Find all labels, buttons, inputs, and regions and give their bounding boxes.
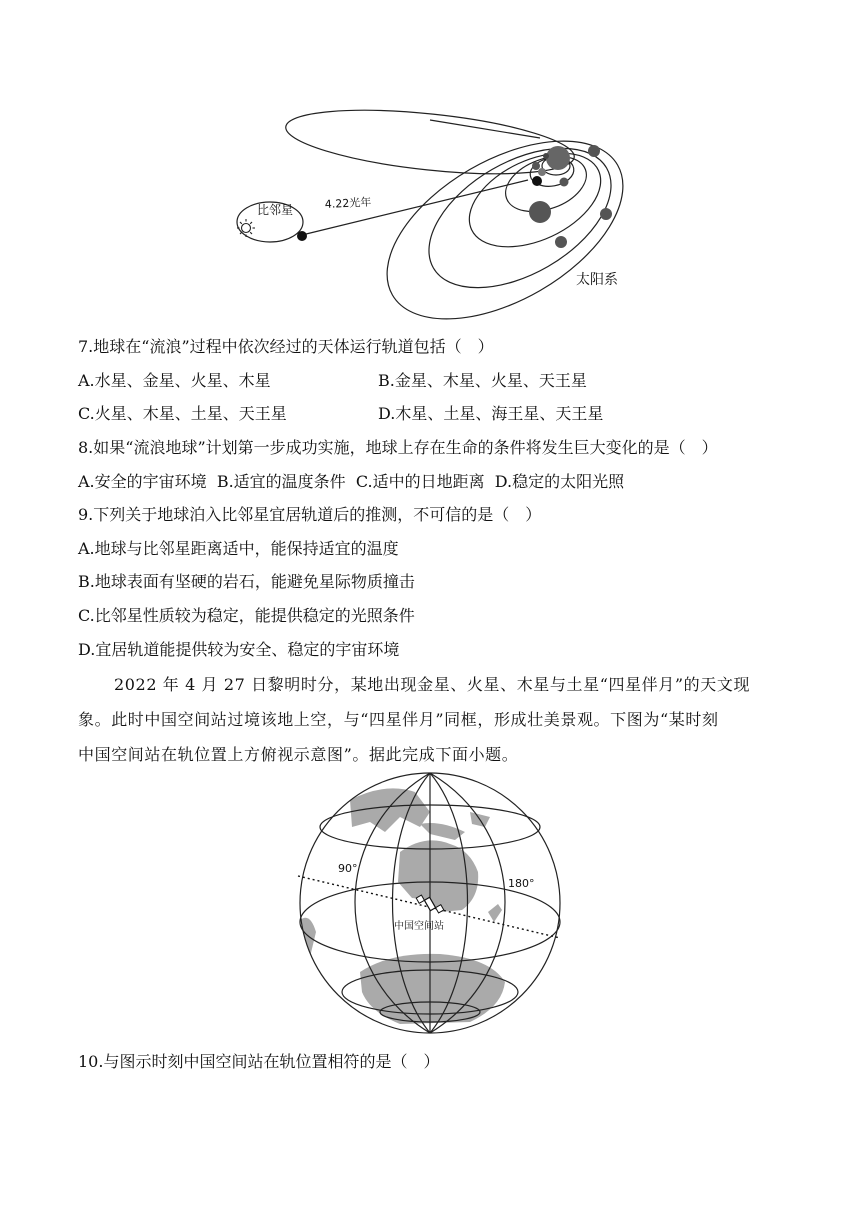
question-9-stem: 9.下列关于地球泊入比邻星宜居轨道后的推测，不可信的是（ ） xyxy=(78,505,542,524)
passage-line-3: 中国空间站在轨位置上方俯视示意图”。据此完成下面小题。 xyxy=(78,745,519,764)
question-9-option-b: B.地球表面有坚硬的岩石，能避免星际物质撞击 xyxy=(78,572,415,591)
solar-system-figure xyxy=(230,100,650,320)
passage-line-2: 象。此时中国空间站过境该地上空，与“四星伴月”同框，形成壮美景观。下图为“某时刻 xyxy=(78,710,719,729)
question-9-option-d: D.宜居轨道能提供较为安全、稳定的宇宙环境 xyxy=(78,640,400,659)
question-7-option-a: A.水星、金星、火星、木星 xyxy=(78,371,271,390)
africa-edge xyxy=(300,918,316,957)
proxima-label: 比邻星 xyxy=(257,203,294,217)
question-7-option-c: C.火星、木星、土星、天王星 xyxy=(78,404,287,423)
question-8-options: A.安全的宇宙环境 B.适宜的温度条件 C.适中的日地距离 D.稳定的太阳光照 xyxy=(78,472,625,491)
question-9-option-a: A.地球与比邻星距离适中，能保持适宜的温度 xyxy=(78,539,399,558)
globe-figure xyxy=(290,772,570,1038)
sun-symbol-icon xyxy=(237,219,255,237)
space-station-label: 中国空间站 xyxy=(394,921,444,932)
passage-line-1: 2022 年 4 月 27 日黎明时分，某地出现金星、火星、木星与土星“四星伴月”的天文现 xyxy=(114,675,751,694)
longitude-180-label: 180° xyxy=(508,877,535,890)
distance-label: 4.22光年 xyxy=(324,195,372,211)
solar-system-label: 太阳系 xyxy=(576,272,618,288)
longitude-90-label: 90° xyxy=(338,862,358,875)
question-7-option-d: D.木星、土星、海王星、天王星 xyxy=(378,404,604,423)
question-9-option-c: C.比邻星性质较为稳定，能提供稳定的光照条件 xyxy=(78,606,415,625)
new-zealand xyxy=(488,904,502,922)
question-7-stem: 7.地球在“流浪”过程中依次经过的天体运行轨道包括（ ） xyxy=(78,337,494,356)
question-10-stem: 10.与图示时刻中国空间站在轨位置相符的是（ ） xyxy=(78,1052,440,1071)
question-7-option-b: B.金星、木星、火星、天王星 xyxy=(378,371,587,390)
question-8-stem: 8.如果“流浪地球”计划第一步成功实施，地球上存在生命的条件将发生巨大变化的是（ ） xyxy=(78,438,718,457)
